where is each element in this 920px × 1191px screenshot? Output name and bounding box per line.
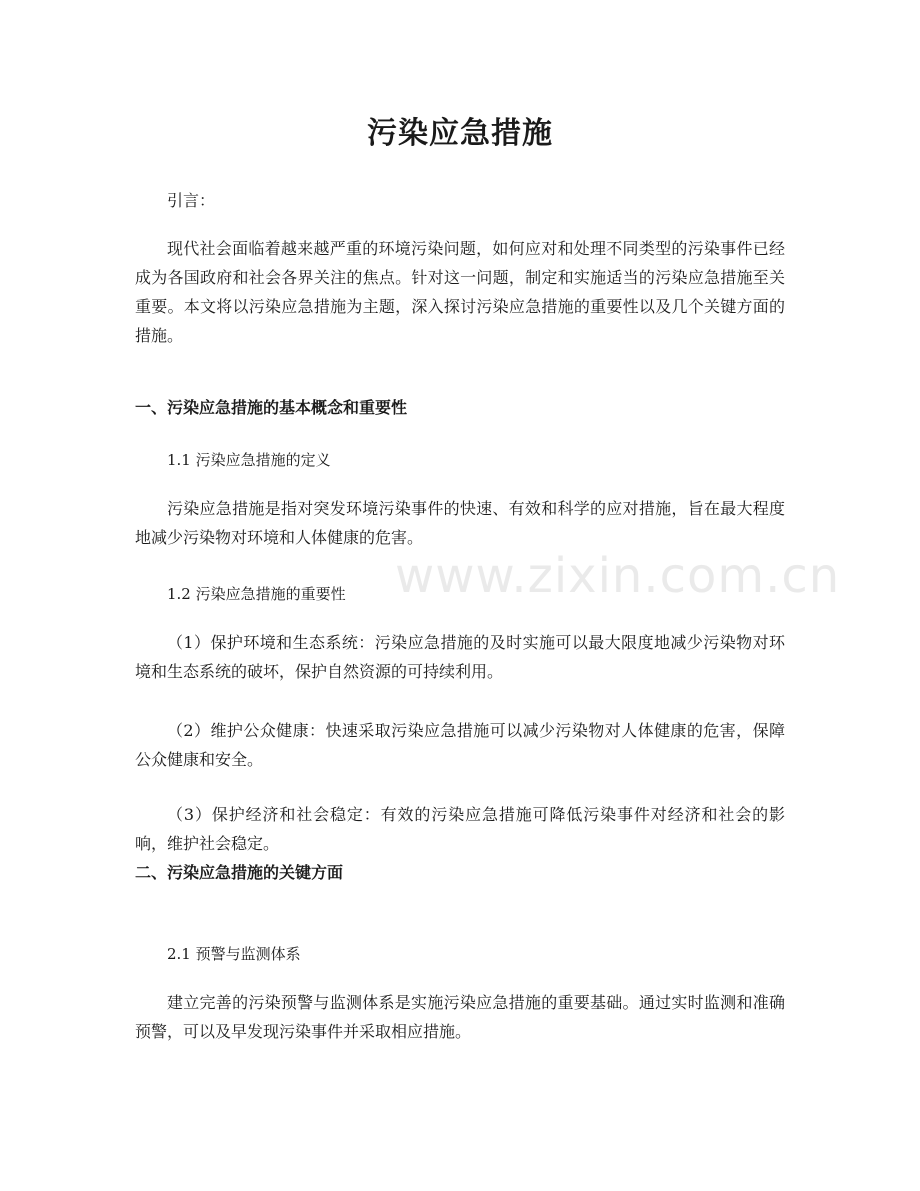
section1-point1: （1）保护环境和生态系统：污染应急措施的及时实施可以最大限度地减少污染物对环境和生态系统的破坏，保护自然资源的可持续利用。 [135, 633, 785, 681]
watermark: www.zixin.com.cn [395, 548, 841, 604]
section2-sub1-paragraph: 建立完善的污染预警与监测体系是实施污染应急措施的重要基础。通过实时监测和准确预警，可以及早发现污染事件并采取相应措施。 [135, 993, 785, 1041]
section1-sub1-title: 1.1 污染应急措施的定义 [167, 451, 331, 469]
intro-paragraph: 现代社会面临着越来越严重的环境污染问题，如何应对和处理不同类型的污染事件已经成为各国政府和社会各界关注的焦点。针对这一问题，制定和实施适当的污染应急措施至关重要。本文将以污染应急措施为主题，深入探讨污染应急措施的重要性以及几个关键方面的措施。 [135, 239, 785, 345]
section1-heading: 一、污染应急措施的基本概念和重要性 [135, 398, 408, 417]
section2-sub1-title: 2.1 预警与监测体系 [167, 945, 301, 963]
intro-label: 引言： [167, 191, 216, 210]
section2-heading: 二、污染应急措施的关键方面 [135, 863, 344, 882]
document-title: 污染应急措施 [367, 116, 553, 151]
section1-point2: （2）维护公众健康：快速采取污染应急措施可以减少污染物对人体健康的危害，保障公众健康和安全。 [135, 721, 785, 769]
section1-point3: （3）保护经济和社会稳定：有效的污染应急措施可降低污染事件对经济和社会的影响，维护社会稳定。 [135, 805, 785, 853]
section1-sub1-paragraph: 污染应急措施是指对突发环境污染事件的快速、有效和科学的应对措施，旨在最大程度地减少污染物对环境和人体健康的危害。 [135, 499, 785, 547]
section1-sub2-title: 1.2 污染应急措施的重要性 [167, 585, 346, 603]
